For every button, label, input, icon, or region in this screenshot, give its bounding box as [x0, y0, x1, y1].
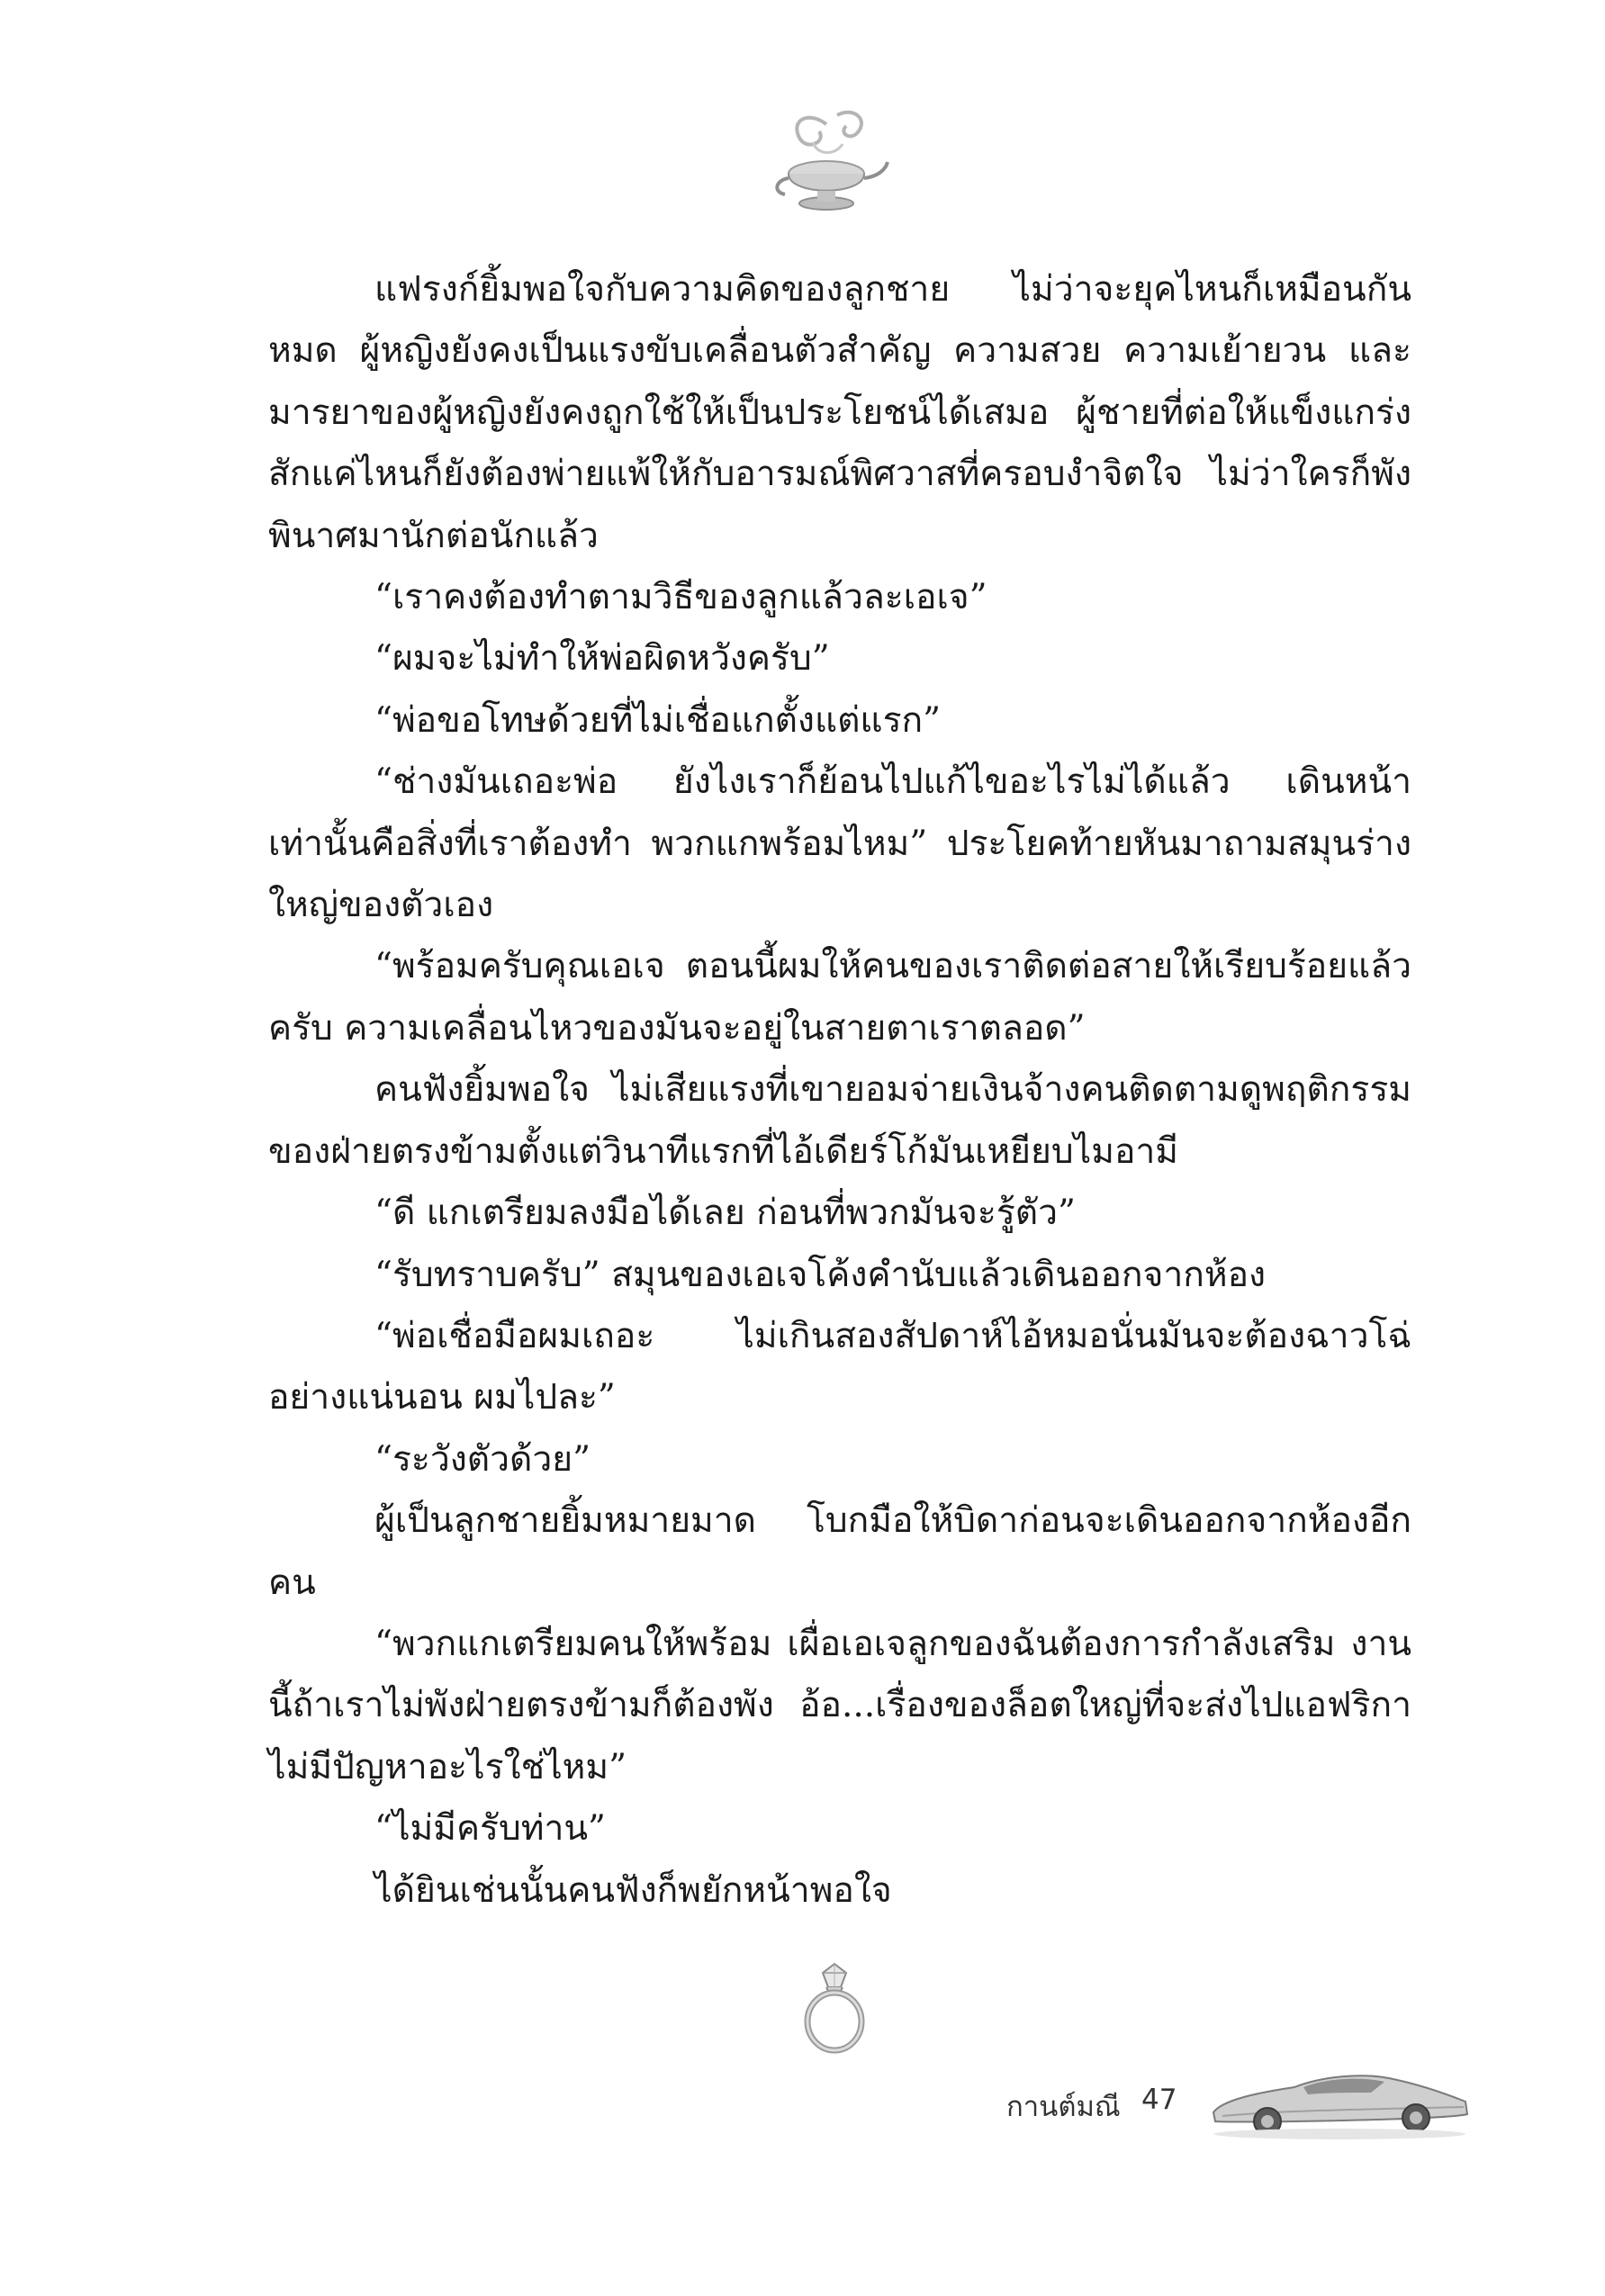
paragraph: “ระวังตัวด้วย” [374, 1438, 591, 1480]
paragraph: “เราคงต้องทำตามวิธีของลูกแล้วละเอเจ” [374, 577, 987, 618]
diamond-ring-icon [799, 1960, 870, 2055]
paragraph: “ผมจะไม่ทำให้พ่อผิดหวังครับ” [374, 638, 830, 680]
paragraph: “พ่อขอโทษด้วยที่ไม่เชื่อแกตั้งแต่แรก” [374, 699, 942, 741]
paragraph: แฟรงก์ยิ้มพอใจกับความคิดของลูกชาย ไม่ว่าจะยุคไหนก็เหมือนกันหมด ผู้หญิงยังคงเป็นแรงขับเคลื่อนตัวสำคัญ ความสวย ความเย้ายวน และมารยาของผู้หญิงยังคงถูกใช้ให้เป็นประโยชน์ได้เสมอ ผู้ชายที่ต่อให้แข็งแกร่งสักแค่ไหนก็ยังต้องพ่ายแพ้ให้กับอารมณ์พิศวาสที่ครอบงำจิตใจ ไม่ว่าใครก็พังพินาศมานักต่อนักแล้ว [268, 269, 1411, 556]
paragraph: “ดี แกเตรียมลงมือได้เลย ก่อนที่พวกมันจะรู้ตัว” [374, 1193, 1076, 1234]
page-number: 47 [1141, 2084, 1177, 2116]
teapot-genie-lamp-icon [763, 106, 889, 223]
paragraph: “รับทราบครับ” สมุนของเอเจโค้งคำนับแล้วเดินออกจากห้อง [374, 1254, 1267, 1295]
paragraph: “พวกแกเตรียมคนให้พร้อม เผื่อเอเจลูกของฉันต้องการกำลังเสริม งานนี้ถ้าเราไม่พังฝ่ายตรงข้ามก็ต้องพัง อ้อ...เรื่องของล็อตใหญ่ที่จะส่งไปแอฟริกาไม่มีปัญหาอะไรใช่ไหม” [268, 1623, 1411, 1787]
paragraph: “ช่างมันเถอะพ่อ ยังไงเราก็ย้อนไปแก้ไขอะไรไม่ได้แล้ว เดินหน้าเท่านั้นคือสิ่งที่เราต้องทำ พวกแกพร้อมไหม” ประโยคท้ายหันมาถามสมุนร่างใหญ่ของตัวเอง [268, 761, 1411, 926]
paragraph: “พ่อเชื่อมือผมเถอะ ไม่เกินสองสัปดาห์ไอ้หมอนั่นมันจะต้องฉาวโฉ่อย่างแน่นอน ผมไปละ” [268, 1315, 1411, 1418]
paragraph: ได้ยินเช่นนั้นคนฟังก็พยักหน้าพอใจ [374, 1869, 892, 1911]
footer-author: กานต์มณี [1006, 2091, 1121, 2123]
paragraph: “พร้อมครับคุณเอเจ ตอนนี้ผมให้คนของเราติดต่อสายให้เรียบร้อยแล้วครับ ความเคลื่อนไหวของมันจะอยู่ในสายตาเราตลอด” [268, 946, 1411, 1049]
body-text [268, 259, 1411, 1922]
sports-car-icon [1204, 2057, 1474, 2142]
paragraph: ผู้เป็นลูกชายยิ้มหมายมาด โบกมือให้บิดาก่อนจะเดินออกจากห้องอีกคน [268, 1500, 1411, 1603]
paragraph: “ไม่มีครับท่าน” [374, 1808, 606, 1850]
paragraph: คนฟังยิ้มพอใจ ไม่เสียแรงที่เขายอมจ่ายเงินจ้างคนติดตามดูพฤติกรรมของฝ่ายตรงข้ามตั้งแต่วินาทีแรกที่ไอ้เดียร์โก้มันเหยียบไมอามี [268, 1069, 1411, 1172]
